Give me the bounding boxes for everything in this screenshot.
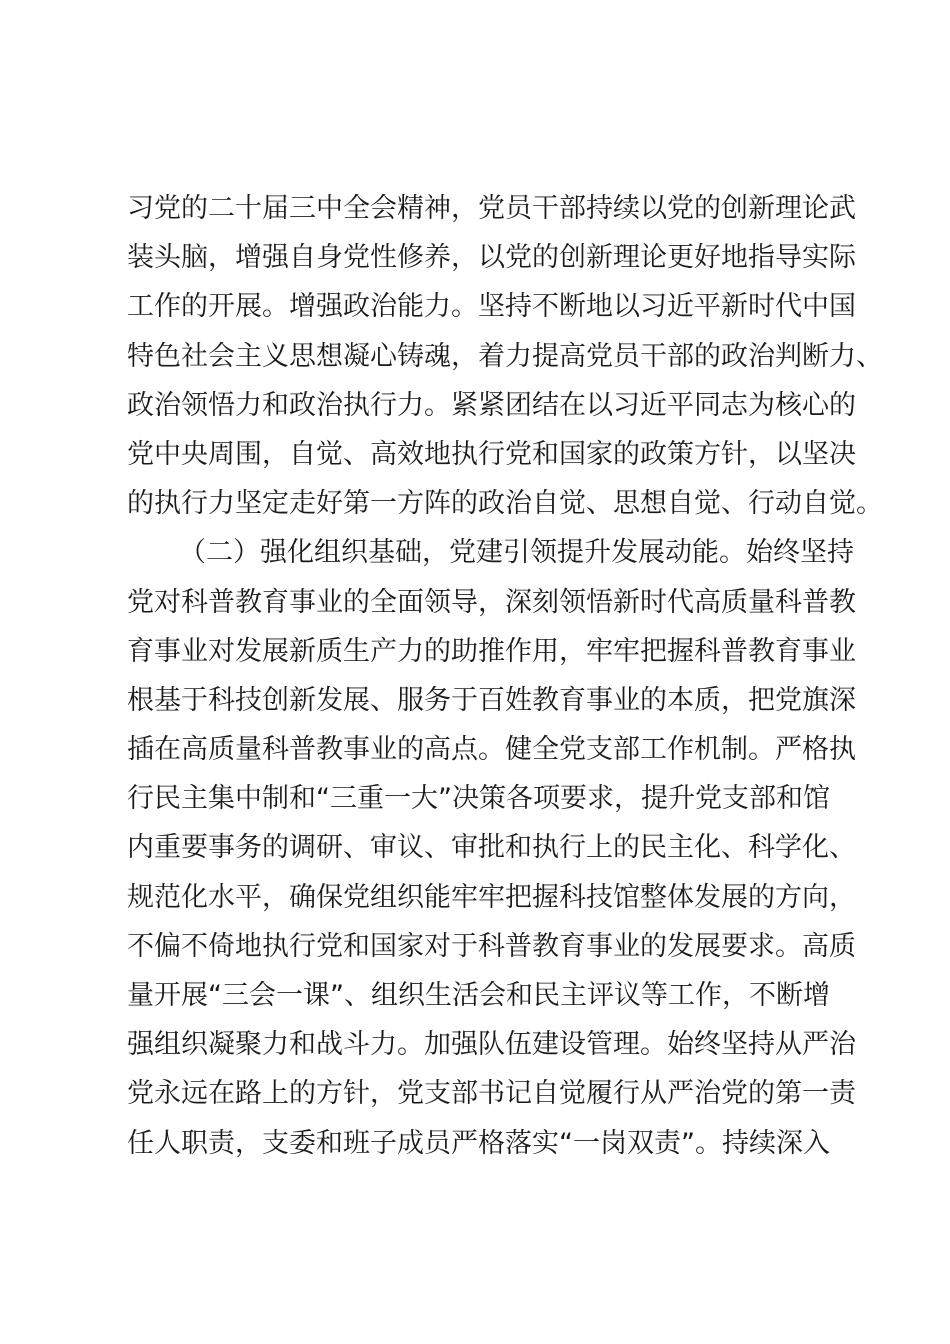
text-line: 不偏不倚地执行党和国家对于科普教育事业的发展要求。高质 [127,930,856,962]
text-line: 内重要事务的调研、审议、审批和执行上的民主化、科学化、 [127,832,856,864]
text-line: 的执行力坚定走好第一方阵的政治自觉、思想自觉、行动自觉。 [127,488,883,520]
text-line: 党永远在路上的方针，党支部书记自觉履行从严治党的第一责 [127,1078,856,1110]
text-line: 量开展“三会一课”、组织生活会和民主评议等工作，不断增 [127,980,830,1011]
text-line: 规范化水平，确保党组织能牢牢把握科技馆整体发展的方向， [127,881,856,913]
text-line: 育事业对发展新质生产力的助推作用，牢牢把握科普教育事业 [127,635,856,667]
text-line: 行民主集中制和“三重一大”决策各项要求，提升党支部和馆 [127,783,830,815]
text-line: 党中央周围，自觉、高效地执行党和国家的政策方针，以坚决 [127,438,856,470]
text-line: 习党的二十届三中全会精神，党员干部持续以党的创新理论武 [127,193,856,224]
body-text [127,184,883,1168]
text-line: 工作的开展。增强政治能力。坚持不断地以习近平新时代中国 [127,291,856,323]
text-line: 插在高质量科普教事业的高点。健全党支部工作机制。严格执 [127,734,856,766]
text-line: 装头脑，增强自身党性修养，以党的创新理论更好地指导实际 [127,242,856,274]
text-line: 政治领悟力和政治执行力。紧紧团结在以习近平同志为核心的 [127,389,856,421]
section-heading-line: （二）强化组织基础，党建引领提升发展动能。始终坚持 [179,537,854,569]
text-line: 特色社会主义思想凝心铸魂，着力提高党员干部的政治判断力、 [127,340,883,372]
text-line: 党对科普教育事业的全面领导，深刻领悟新时代高质量科普教 [127,586,856,618]
text-line: 强组织凝聚力和战斗力。加强队伍建设管理。始终坚持从严治 [127,1029,856,1061]
text-line: 任人职责，支委和班子成员严格落实“一岗双责”。持续深入 [127,1127,830,1159]
text-line: 根基于科技创新发展、服务于百姓教育事业的本质，把党旗深 [127,684,856,716]
